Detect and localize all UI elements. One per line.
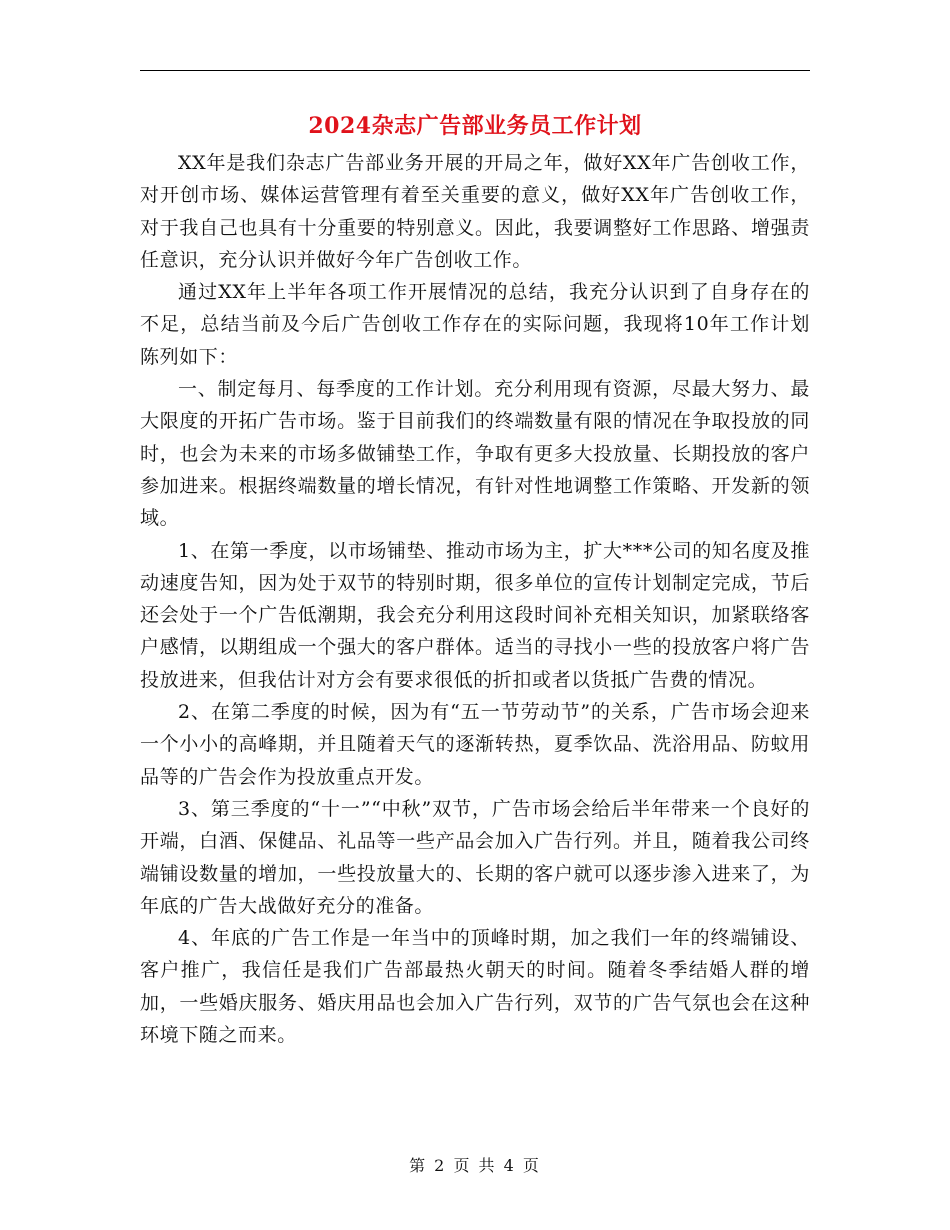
document-title: 2024杂志广告部业务员工作计划 [308, 113, 642, 139]
paragraph: 1、在第一季度，以市场铺垫、推动市场为主，扩大***公司的知名度及推动速度告知，因为处于双节的特别时期，很多单位的宣传计划制定完成，节后还会处于一个广告低潮期，我会充分利用这段时间补充相关知识，加紧联络客户感情，以期组成一个强大的客户群体。适当的寻找小一些的投放客户将广告投放进来，但我估计对方会有要求很低的折扣或者以货抵广告费的情况。 [140, 539, 810, 691]
paragraph: 3、第三季度的“十一”“中秋”双节，广告市场会给后半年带来一个良好的开端，白酒、保健品、礼品等一些产品会加入广告行列。并且，随着我公司终端铺设数量的增加，一些投放量大的、长期的客户就可以逐步渗入进来了，为年底的广告大战做好充分的准备。 [140, 797, 810, 917]
paragraph: 4、年底的广告工作是一年当中的顶峰时期，加之我们一年的终端铺设、客户推广，我信任是我们广告部最热火朝天的时间。随着冬季结婚人群的增加，一些婚庆服务、婚庆用品也会加入广告行列，双节的广告气氛也会在这种环境下随之而来。 [140, 927, 810, 1047]
paragraph: 一、制定每月、每季度的工作计划。充分利用现有资源，尽最大努力、最大限度的开拓广告市场。鉴于目前我们的终端数量有限的情况在争取投放的同时，也会为未来的市场多做铺垫工作，争取有更多大投放量、长期投放的客户参加进来。根据终端数量的增长情况，有针对性地调整工作策略、开发新的领域。 [140, 378, 810, 530]
document-body [140, 147, 810, 1051]
paragraph: 2、在第二季度的时候，因为有“五一节劳动节”的关系，广告市场会迎来一个小小的高峰期，并且随着天气的逐渐转热，夏季饮品、洗浴用品、防蚊用品等的广告会作为投放重点开发。 [140, 701, 810, 788]
paragraph: XX年是我们杂志广告部业务开展的开局之年，做好XX年广告创收工作，对开创市场、媒体运营管理有着至关重要的意义，做好XX年广告创收工作，对于我自己也具有十分重要的特别意义。因此，我要调整好工作思路、增强责任意识，充分认识并做好今年广告创收工作。 [140, 152, 810, 271]
paragraph: 通过XX年上半年各项工作开展情况的总结，我充分认识到了自身存在的不足，总结当前及今后广告创收工作存在的实际问题，我现将10年工作计划陈列如下： [140, 281, 810, 368]
header-rule [140, 70, 810, 71]
page-number: 第 2 页 共 4 页 [409, 1156, 541, 1175]
